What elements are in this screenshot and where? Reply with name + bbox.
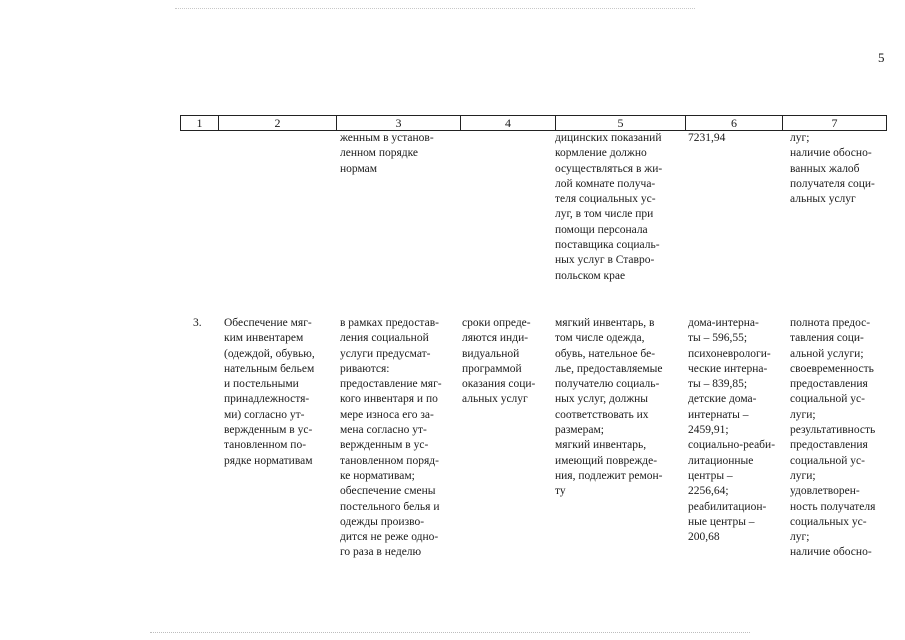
header-col-3: 3 <box>337 116 461 130</box>
scan-artifact-bottom <box>150 632 750 634</box>
scan-artifact-top <box>175 8 695 10</box>
header-col-4: 4 <box>461 116 556 130</box>
header-col-5: 5 <box>556 116 686 130</box>
row3-col7-quality: полнота предос- тавления соци- альной услуги; своевременность предоставления социальной ус- луги; результативность предоставления социальной ус- луги; удовлетворен- ность получателя социальных ус- луг; наличие обосно- <box>790 317 876 559</box>
row3-col4-terms: сроки опреде- ляются инди- видуальной программой оказания соци- альных услуг <box>462 317 536 406</box>
row-number: 3. <box>193 317 202 329</box>
continuation-col3: женным в установ- ленном порядке нормам <box>340 132 434 175</box>
page-number: 5 <box>878 50 885 65</box>
row3-col3-description: в рамках предостав- ления социальной услуги предусмат- риваются: предоставление мяг- кого инвентаря и по мере износа его за- мена согласно ут- вержденным в ус- тановленном поряд- ке нормативам; обеспечение смены постельного белья и одежды произво- дится не реже одно- го раза в неделю <box>340 317 442 559</box>
row3-col2-service-name: Обеспечение мяг- ким инвентарем (одеждой, обувью, нательным бельем и постельными принадлежностя- ми) согласно ут- вержденным в ус- тановленном по- рядке нормативам <box>224 317 315 467</box>
header-col-2: 2 <box>219 116 337 130</box>
table-header-row <box>180 115 887 131</box>
header-col-6: 6 <box>686 116 783 130</box>
continuation-col6: 7231,94 <box>688 132 726 144</box>
header-col-7: 7 <box>831 116 838 130</box>
header-col-1: 1 <box>181 116 219 130</box>
continuation-col7: луг; наличие обосно- ванных жалоб получателя соци- альных услуг <box>790 132 875 206</box>
row3-col6-tariffs: дома-интерна- ты – 596,55; психоневрологи- ческие интерна- ты – 839,85; детские дома- интернаты – 2459,91; социально-реаби- литационные центры – 2256,64; реабилитацион- ные центры – 200,68 <box>688 317 776 544</box>
continuation-col5: дицинских показаний кормление должно осуществляться в жи- лой комнате получа- теля социальных ус- луг, в том числе при помощи персонала поставщика социаль- ных услуг в Ставро- польском крае <box>555 132 663 282</box>
row3-col5-conditions: мягкий инвентарь, в том числе одежда, обувь, нательное бе- лье, предоставляемые получателю социаль- ных услуг, должны соответствовать их размерам; мягкий инвентарь, имеющий поврежде- ния, подлежит ремон- ту <box>555 317 663 498</box>
